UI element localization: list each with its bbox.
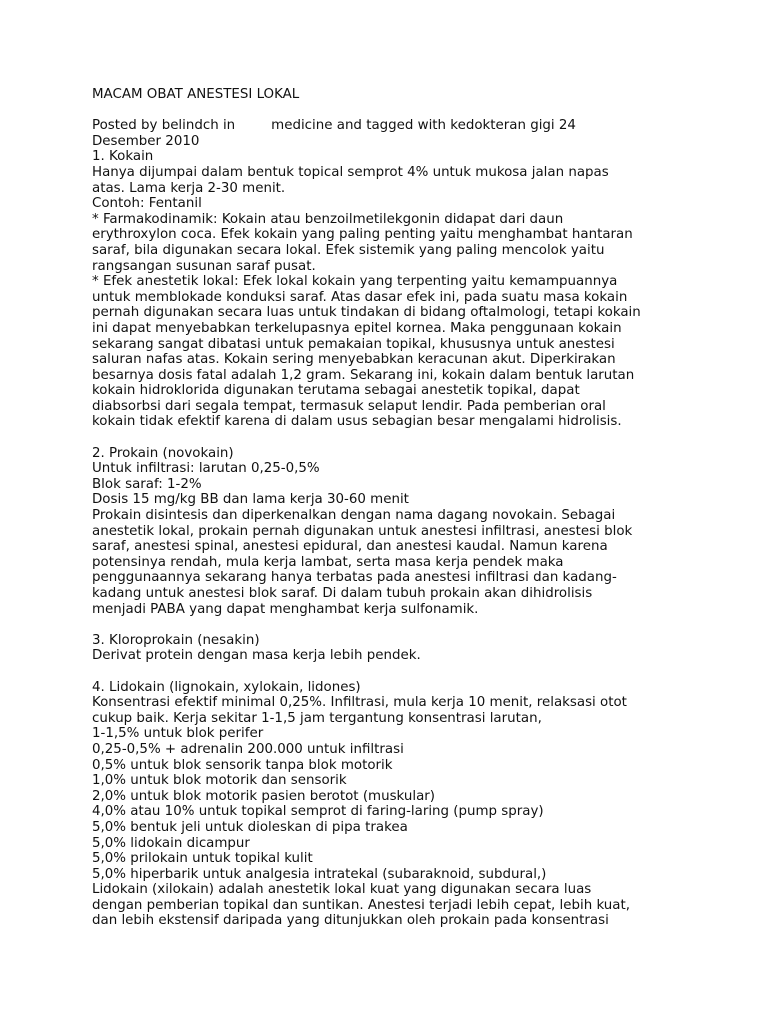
text-line: saraf, anestesi spinal, anestesi epidural, dan anestesi kaudal. Namun karena [92,539,608,555]
text-line: dan lebih ekstensif daripada yang ditunjukkan oleh prokain pada konsentrasi [92,913,609,929]
text-line: 1,0% untuk blok motorik dan sensorik [92,773,347,789]
text-line: 5,0% lidokain dicampur [92,835,250,851]
text-line: 0,25-0,5% + adrenalin 200.000 untuk infiltrasi [92,741,404,757]
section-heading: 2. Prokain (novokain) [92,445,234,461]
text-line: kokain hidroklorida digunakan terutama sebagai anestetik topikal, dapat [92,383,580,399]
text-line: pernah digunakan secara luas untuk tindakan di bidang oftalmologi, tetapi kokain [92,305,641,321]
text-line: dengan pemberian topikal dan suntikan. Anestesi terjadi lebih cepat, lebih kuat, [92,897,630,913]
text-line: ini dapat menyebabkan terkelupasnya epitel kornea. Maka penggunaan kokain [92,320,622,336]
paragraph-gap [92,617,708,633]
section-heading: 1. Kokain [92,149,154,165]
text-line: Konsentrasi efektif minimal 0,25%. Infiltrasi, mula kerja 10 menit, relaksasi otot [92,695,627,711]
text-line: * Efek anestetik lokal: Efek lokal kokain yang terpenting yaitu kemampuannya [92,274,618,290]
text-line: Dosis 15 mg/kg BB dan lama kerja 30-60 menit [92,492,409,508]
text-line: kokain tidak efektif karena di dalam usus sebagian besar mengalami hidrolisis. [92,414,622,430]
text-line: besarnya dosis fatal adalah 1,2 gram. Sekarang ini, kokain dalam bentuk larutan [92,367,635,383]
text-line: 4,0% atau 10% untuk topikal semprot di faring-laring (pump spray) [92,804,544,820]
section-3 [92,633,708,664]
text-line: Derivat protein dengan masa kerja lebih pendek. [92,648,421,664]
section-2 [92,446,708,618]
text-line: Untuk infiltrasi: larutan 0,25-0,5% [92,461,320,477]
byline-prefix: Posted by belindch in [92,118,236,134]
section-heading: 3. Kloroprokain (nesakin) [92,632,260,648]
text-line: 5,0% bentuk jeli untuk dioleskan di pipa trakea [92,819,408,835]
text-line: rangsangan susunan saraf pusat. [92,258,316,274]
text-line: Contoh: Fentanil [92,196,202,212]
byline-date: Desember 2010 [92,133,200,149]
text-line: Hanya dijumpai dalam bentuk topical semprot 4% untuk mukosa jalan napas [92,164,609,180]
byline-rest: medicine and tagged with kedokteran gigi 24 [271,118,576,134]
paragraph-gap [92,430,708,446]
text-line: Prokain disintesis dan diperkenalkan dengan nama dagang novokain. Sebagai [92,508,616,524]
text-line: sekarang sangat dibatasi untuk pemakaian topikal, khususnya untuk anestesi [92,336,615,352]
text-line: diabsorbsi dari segala tempat, termasuk selaput lendir. Pada pemberian oral [92,398,606,414]
text-line: Lidokain (xilokain) adalah anestetik lokal kuat yang digunakan secara luas [92,882,592,898]
text-line: 1-1,5% untuk blok perifer [92,726,264,742]
paragraph-gap [92,664,708,680]
section-1 [92,149,708,430]
text-line: saluran nafas atas. Kokain sering menyebabkan keracunan akut. Diperkirakan [92,352,616,368]
text-line: 2,0% untuk blok motorik pasien berotot (muskular) [92,788,436,804]
text-line: * Farmakodinamik: Kokain atau benzoilmetilekgonin didapat dari daun [92,211,564,227]
text-line: cukup baik. Kerja sekitar 1-1,5 jam tergantung konsentrasi larutan, [92,710,542,726]
section-heading: 4. Lidokain (lignokain, xylokain, lidones) [92,679,361,695]
paragraph-gap [92,103,708,119]
text-line: 0,5% untuk blok sensorik tanpa blok motorik [92,757,393,773]
text-line: saraf, bila digunakan secara lokal. Efek sistemik yang paling mencolok yaitu [92,242,605,258]
text-line: atas. Lama kerja 2-30 menit. [92,180,286,196]
document-title: MACAM OBAT ANESTESI LOKAL [92,87,300,102]
text-line: erythroxylon coca. Efek kokain yang paling penting yaitu menghambat hantaran [92,227,633,243]
text-line: potensinya rendah, mula kerja lambat, serta masa kerja pendek maka [92,554,564,570]
section-4 [92,680,708,930]
text-line: 5,0% hiperbarik untuk analgesia intratekal (subaraknoid, subdural,) [92,866,547,882]
text-line: menjadi PABA yang dapat menghambat kerja sulfonamik. [92,601,479,617]
document-body [92,87,708,929]
text-line: Blok saraf: 1-2% [92,476,202,492]
byline [92,118,708,134]
text-line: anestetik lokal, prokain pernah digunakan untuk anestesi infiltrasi, anestesi blok [92,523,633,539]
sections-container [92,149,708,929]
text-line: untuk memblokade konduksi saraf. Atas dasar efek ini, pada suatu masa kokain [92,289,628,305]
text-line: kadang untuk anestesi blok saraf. Di dalam tubuh prokain akan dihidrolisis [92,586,593,601]
text-line: penggunaannya sekarang hanya terbatas pada anestesi infiltrasi dan kadang- [92,570,617,586]
text-line: 5,0% prilokain untuk topikal kulit [92,851,313,867]
